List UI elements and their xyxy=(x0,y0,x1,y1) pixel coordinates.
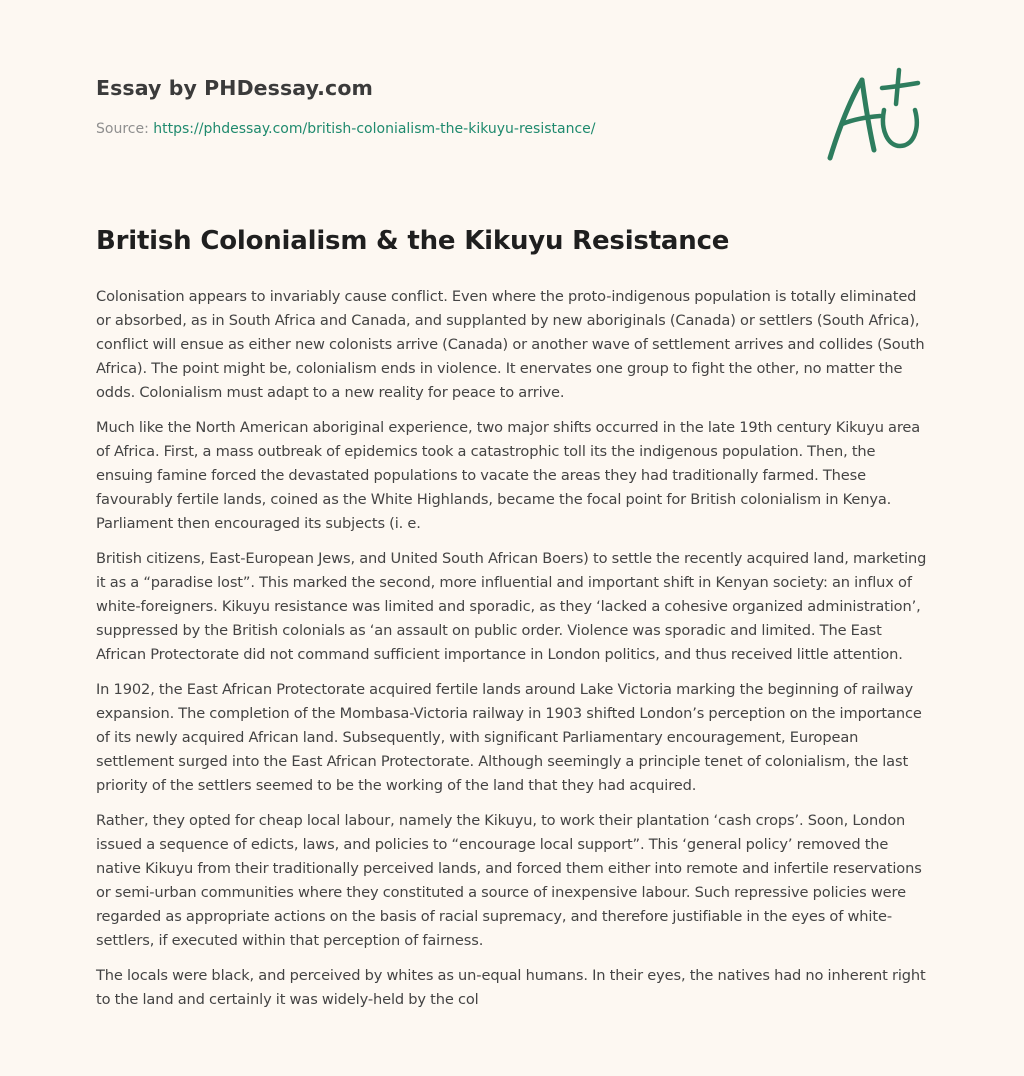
source-line xyxy=(96,121,696,137)
essay-paragraph: Colonisation appears to invariably cause conflict. Even where the proto-indigenous population is totally eliminated or absorbed, as in South Africa and Canada, and supplanted by new aboriginals (Canada) or settlers (South Africa), conflict will ensue as either new colonists arrive (Canada) or another wave of settlement arrives and collides (South Africa). The point might be, colonialism ends in violence. It enervates one group to fight the other, no matter the odds. Colonialism must adapt to a new reality for peace to arrive. xyxy=(96,288,925,401)
essay-paragraph: The locals were black, and perceived by whites as un-equal humans. In their eyes, the natives had no inherent right to the land and certainly it was widely-held by the col xyxy=(96,967,926,1008)
essay-title: British Colonialism & the Kikuyu Resistance xyxy=(96,226,730,256)
essay-paragraph: British citizens, East-European Jews, and United South African Boers) to settle the recently acquired land, marketing it as a “paradise lost”. This marked the second, more influential and important shift in Kenyan society: an influx of white-foreigners. Kikuyu resistance was limited and sporadic, as they ‘lacked a cohesive organized administration’, suppressed by the British colonials as ‘an assault on public order. Violence was sporadic and limited. The East African Protectorate did not command sufficient importance in London politics, and thus received little attention. xyxy=(96,550,927,663)
essay-paragraph: Much like the North American aboriginal experience, two major shifts occurred in the late 19th century Kikuyu area of Africa. First, a mass outbreak of epidemics took a catastrophic toll its the indigenous population. Then, the ensuing famine forced the devastated populations to vacate the areas they had traditionally farmed. These favourably fertile lands, coined as the White Highlands, became the focal point for British colonialism in Kenya. Parliament then encouraged its subjects (i. e. xyxy=(96,419,921,532)
essay-paragraph: Rather, they opted for cheap local labour, namely the Kikuyu, to work their plantation ‘cash crops’. Soon, London issued a sequence of edicts, laws, and policies to “encourage local support”. This ‘general policy’ removed the native Kikuyu from their traditionally perceived lands, and forced them either into remote and infertile reservations or semi-urban communities where they constituted a source of inexpensive labour. Such repressive policies were regarded as appropriate actions on the basis of racial supremacy, and therefore justifiable in the eyes of white-settlers, if executed within that perception of fairness. xyxy=(96,812,922,949)
site-header xyxy=(96,76,696,137)
a-plus-logo-icon xyxy=(822,66,928,166)
source-link[interactable]: https://phdessay.com/british-colonialism-the-kikuyu-resistance/ xyxy=(153,121,596,137)
site-title: Essay by PHDessay.com xyxy=(96,76,373,100)
essay-paragraph: In 1902, the East African Protectorate acquired fertile lands around Lake Victoria marking the beginning of railway expansion. The completion of the Mombasa-Victoria railway in 1903 shifted London’s perception on the importance of its newly acquired African land. Subsequently, with significant Parliamentary encouragement, European settlement surged into the East African Protectorate. Although seemingly a principle tenet of colonialism, the last priority of the settlers seemed to be the working of the land that they had acquired. xyxy=(96,681,922,794)
source-label: Source: xyxy=(96,121,154,137)
essay-body xyxy=(96,285,928,1023)
